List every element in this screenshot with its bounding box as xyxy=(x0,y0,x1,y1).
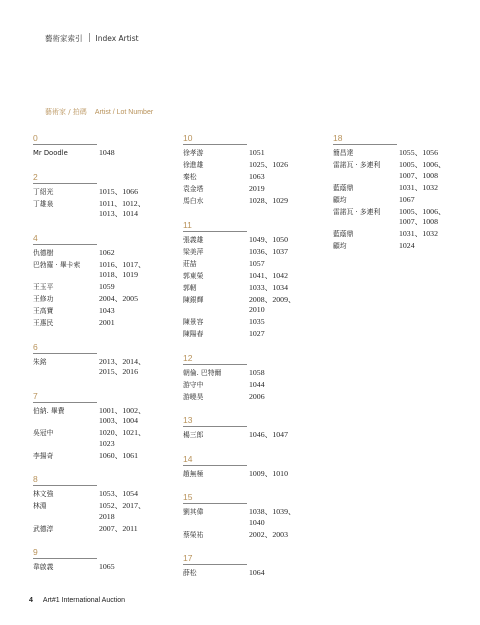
artist-entry xyxy=(33,187,163,198)
lot-numbers: 1052、2017、 2018 xyxy=(99,501,146,521)
lot-numbers: 1038、1039、 1040 xyxy=(249,507,296,527)
group-number: 17 xyxy=(183,553,193,563)
index-group xyxy=(183,415,313,441)
artist-name: 朱銘 xyxy=(33,357,47,366)
lot-numbers: 1051 xyxy=(249,148,265,157)
artist-entry xyxy=(183,160,313,171)
lot-numbers: 1063 xyxy=(249,172,265,181)
lot-numbers: 1059 xyxy=(99,282,115,291)
artist-name: 韋啟義 xyxy=(33,563,54,571)
group-number: 4 xyxy=(33,232,38,243)
artist-name: 雷諾瓦 · 多連利 xyxy=(333,161,381,169)
artist-entry xyxy=(183,259,313,270)
artist-entry xyxy=(183,568,313,579)
header-title-en: Index Artist xyxy=(95,34,139,43)
lot-numbers: 1020、1021、 1023 xyxy=(99,428,146,448)
lot-numbers: 2013、2014、 2015、2016 xyxy=(99,356,146,376)
artist-entry xyxy=(33,294,163,305)
artist-entry xyxy=(33,199,163,220)
index-group xyxy=(183,133,313,207)
artist-entry xyxy=(333,183,463,194)
lot-numbers: 1024 xyxy=(399,241,415,250)
artist-entry xyxy=(33,428,163,449)
artist-entry xyxy=(33,260,163,281)
index-column-2 xyxy=(183,133,313,592)
artist-entry xyxy=(33,562,163,573)
index-group xyxy=(183,454,313,480)
index-group xyxy=(183,553,313,579)
artist-entry xyxy=(33,306,163,317)
index-group xyxy=(183,492,313,540)
header-title-zh: 藝術家索引 xyxy=(45,34,83,43)
subtitle-zh: 藝術家 / 拍碼 xyxy=(45,108,87,116)
artist-name: Mr Doodle xyxy=(33,149,68,157)
lot-numbers: 1001、1002、 1003、1004 xyxy=(99,405,146,425)
artist-name: 武德淳 xyxy=(33,524,54,533)
artist-name: 游守中 xyxy=(183,380,204,389)
lot-numbers: 1033、1034 xyxy=(249,282,288,292)
lot-numbers: 1011、1012、 1013、1014 xyxy=(99,198,146,218)
artist-name: 游曉昊 xyxy=(183,392,204,401)
artist-name: 朝倫. 巴特爾 xyxy=(183,368,222,377)
index-group xyxy=(33,342,163,378)
header-divider xyxy=(89,33,90,42)
artist-name: 陳銀輝 xyxy=(183,295,204,304)
group-divider xyxy=(183,231,247,232)
artist-name: 蔡榮祐 xyxy=(183,530,204,539)
artist-name: 陳陽春 xyxy=(183,330,204,338)
lot-numbers: 1016、1017、 1018、1019 xyxy=(99,259,146,279)
artist-entry xyxy=(183,148,313,159)
lot-numbers: 1046、1047 xyxy=(249,430,288,439)
group-number: 9 xyxy=(33,547,38,557)
artist-entry xyxy=(333,160,463,181)
index-group xyxy=(33,172,163,220)
artist-name: 王玉平 xyxy=(33,283,54,291)
artist-entry xyxy=(183,317,313,328)
group-divider xyxy=(33,558,97,559)
artist-entry xyxy=(183,392,313,403)
index-group xyxy=(183,220,313,340)
artist-name: 丁紹光 xyxy=(33,187,54,196)
lot-numbers: 1027 xyxy=(249,329,265,338)
lot-numbers: 1031、1032 xyxy=(399,229,438,238)
artist-name: 楊三郎 xyxy=(183,431,204,439)
group-number: 18 xyxy=(333,133,343,143)
artist-entry xyxy=(333,148,463,159)
artist-entry xyxy=(333,241,463,252)
artist-name: 郭東榮 xyxy=(183,271,204,280)
artist-entry xyxy=(183,283,313,294)
artist-name: 李揚奇 xyxy=(33,451,54,460)
subtitle-en: Artist / Lot Number xyxy=(94,109,154,116)
lot-numbers: 1062 xyxy=(99,247,115,257)
group-number: 2 xyxy=(33,171,38,182)
artist-name: 馬白水 xyxy=(183,197,204,205)
publication-name: Art#1 International Auction xyxy=(42,597,126,604)
group-divider xyxy=(183,564,247,565)
index-column-3 xyxy=(333,133,463,265)
group-number: 12 xyxy=(183,352,193,363)
artist-entry xyxy=(183,469,313,480)
lot-numbers: 1036、1037 xyxy=(249,246,288,256)
artist-entry xyxy=(183,235,313,246)
artist-name: 薛松 xyxy=(183,569,197,577)
group-divider xyxy=(33,402,97,403)
artist-entry xyxy=(33,524,163,535)
group-divider xyxy=(183,503,247,504)
artist-entry xyxy=(183,271,313,282)
artist-entry xyxy=(33,501,163,522)
lot-numbers: 1044 xyxy=(249,379,265,389)
page-number: 4 xyxy=(29,597,33,604)
group-number: 15 xyxy=(183,492,193,502)
artist-entry xyxy=(183,507,313,528)
artist-entry xyxy=(33,148,163,159)
artist-name: 吳冠中 xyxy=(33,429,54,437)
group-divider xyxy=(33,144,97,145)
artist-entry xyxy=(33,451,163,462)
artist-entry xyxy=(33,318,163,329)
lot-numbers: 1043 xyxy=(99,306,115,315)
index-group xyxy=(33,133,163,159)
artist-name: 徐孝游 xyxy=(183,149,204,157)
lot-numbers: 2008、2009、 2010 xyxy=(249,294,296,314)
artist-name: 趙無極 xyxy=(183,469,204,478)
artist-entry xyxy=(183,247,313,258)
artist-entry xyxy=(183,368,313,379)
artist-entry xyxy=(33,248,163,259)
index-group xyxy=(183,353,313,403)
artist-name: 雷諾瓦 · 多連利 xyxy=(333,207,381,216)
lot-numbers: 2019 xyxy=(249,184,265,193)
artist-name: 巴勃羅 · 畢卡索 xyxy=(33,260,81,269)
artist-name: 藍蔭鼎 xyxy=(333,183,354,192)
lot-numbers: 1028、1029 xyxy=(249,196,288,205)
artist-name: 郭軔 xyxy=(183,283,197,292)
lot-numbers: 1055、1056 xyxy=(399,148,438,157)
artist-entry xyxy=(183,329,313,340)
artist-name: 王惠民 xyxy=(33,319,54,327)
index-group xyxy=(33,474,163,534)
lot-numbers: 2004、2005 xyxy=(99,294,138,303)
group-divider xyxy=(183,426,247,427)
lot-numbers: 1065 xyxy=(99,562,115,571)
artist-name: 袁金塔 xyxy=(183,185,204,193)
index-group xyxy=(33,391,163,462)
artist-name: 莊喆 xyxy=(183,259,197,268)
index-group xyxy=(33,547,163,573)
index-subtitle xyxy=(45,107,153,117)
lot-numbers: 1060、1061 xyxy=(99,450,138,460)
lot-numbers: 1041、1042 xyxy=(249,270,288,280)
group-divider xyxy=(33,485,97,486)
group-number: 10 xyxy=(183,133,193,143)
artist-entry xyxy=(333,207,463,228)
lot-numbers: 2006 xyxy=(249,391,265,401)
lot-numbers: 1035 xyxy=(249,317,265,326)
artist-entry xyxy=(33,406,163,427)
artist-entry xyxy=(33,489,163,500)
group-divider xyxy=(33,183,97,184)
group-number: 14 xyxy=(183,453,193,464)
artist-entry xyxy=(183,172,313,183)
lot-numbers: 1025、1026 xyxy=(249,160,288,169)
group-number: 7 xyxy=(33,390,38,401)
group-number: 11 xyxy=(183,219,192,230)
group-divider xyxy=(183,364,247,365)
lot-numbers: 1053、1054 xyxy=(99,489,138,498)
artist-name: 簡昌達 xyxy=(333,149,354,157)
artist-entry xyxy=(183,184,313,195)
lot-numbers: 1009、1010 xyxy=(249,468,288,478)
lot-numbers: 1015、1066 xyxy=(99,186,138,196)
page-footer xyxy=(29,597,125,604)
lot-numbers: 1058 xyxy=(249,367,265,377)
artist-name: 顧均 xyxy=(333,195,347,204)
artist-name: 張義雄 xyxy=(183,235,204,244)
group-divider xyxy=(333,144,397,145)
artist-name: 劉其偉 xyxy=(183,508,204,516)
page-header xyxy=(45,33,139,44)
artist-entry xyxy=(33,357,163,378)
lot-numbers: 2007、2011 xyxy=(99,523,138,533)
lot-numbers: 1067 xyxy=(399,194,415,204)
index-group xyxy=(333,133,463,252)
lot-numbers: 2001 xyxy=(99,318,115,327)
group-divider xyxy=(33,244,97,245)
lot-numbers: 1049、1050 xyxy=(249,234,288,244)
lot-numbers: 1031、1032 xyxy=(399,182,438,192)
lot-numbers: 1064 xyxy=(249,568,265,577)
lot-numbers: 1057 xyxy=(249,258,265,268)
group-number: 6 xyxy=(33,341,38,352)
lot-numbers: 1005、1006、 1007、1008 xyxy=(399,206,446,226)
artist-name: 林淵 xyxy=(33,502,47,510)
artist-name: 藍蔭鼎 xyxy=(333,230,354,238)
artist-name: 仇德樹 xyxy=(33,248,54,257)
group-number: 13 xyxy=(183,415,193,425)
group-divider xyxy=(183,465,247,466)
artist-entry xyxy=(183,295,313,316)
index-group xyxy=(33,233,163,329)
artist-name: 梁美萍 xyxy=(183,247,204,256)
artist-entry xyxy=(183,530,313,541)
group-divider xyxy=(183,144,247,145)
artist-entry xyxy=(333,229,463,240)
artist-name: 丁雄泉 xyxy=(33,199,54,208)
artist-name: 伯納. 畢費 xyxy=(33,406,65,415)
lot-numbers: 1005、1006、 1007、1008 xyxy=(399,160,446,180)
artist-name: 王高寶 xyxy=(33,307,54,315)
group-number: 0 xyxy=(33,133,38,143)
artist-name: 徐進雄 xyxy=(183,161,204,169)
artist-entry xyxy=(333,195,463,206)
lot-numbers: 2002、2003 xyxy=(249,529,288,539)
artist-name: 顧均 xyxy=(333,242,347,250)
artist-name: 陳景容 xyxy=(183,318,204,326)
artist-entry xyxy=(33,282,163,293)
artist-name: 王修功 xyxy=(33,295,54,303)
artist-name: 秦松 xyxy=(183,173,197,181)
group-divider xyxy=(33,353,97,354)
artist-entry xyxy=(183,380,313,391)
artist-entry xyxy=(183,430,313,441)
lot-numbers: 1048 xyxy=(99,148,115,157)
artist-entry xyxy=(183,196,313,207)
group-number: 8 xyxy=(33,474,38,484)
index-column-1 xyxy=(33,133,163,586)
artist-name: 林文強 xyxy=(33,490,54,498)
